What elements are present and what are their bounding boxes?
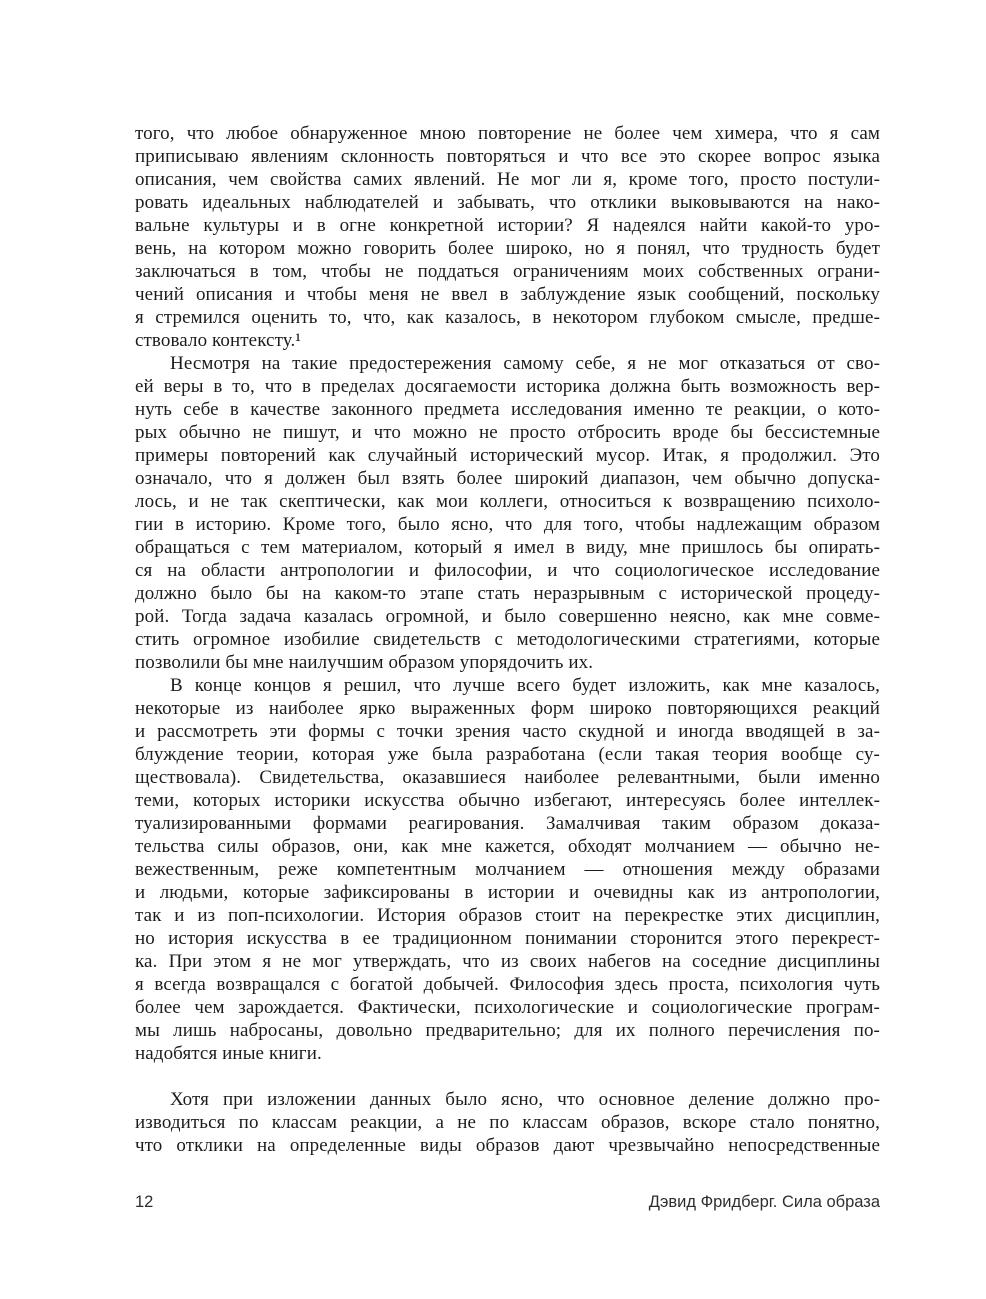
text-line: чений описания и чтобы меня не ввел в заблуждение язык сообщений, поскольку xyxy=(135,284,880,305)
paragraph xyxy=(135,674,880,1065)
text-line: изводиться по классам реакции, а не по классам образов, вскоре стало понятно, xyxy=(135,1112,880,1133)
text-line: ей веры в то, что в пределах досягаемости историка должна быть возможность вер- xyxy=(135,376,880,397)
text-line: В конце концов я решил, что лучше всего будет изложить, как мне казалось, xyxy=(170,675,880,696)
text-line: блуждение теории, которая уже была разработана (если такая теория вообще су- xyxy=(135,744,880,765)
text-line: мы лишь набросаны, довольно предварительно; для их полного перечисления по- xyxy=(135,1020,880,1041)
text-line: стить огромное изобилие свидетельств с методологическими стратегиями, которые xyxy=(135,629,880,650)
text-line: ществовала). Свидетельства, оказавшиеся наиболее релевантными, были именно xyxy=(135,767,880,788)
text-line: я стремился оценить то, что, как казалось, в некотором глубоком смысле, предше- xyxy=(135,307,880,328)
text-line: заключаться в том, чтобы не поддаться ограничениям моих собственных ограни- xyxy=(135,261,880,282)
page-number: 12 xyxy=(135,1193,154,1211)
text-line: вежественным, реже компетентным молчанием — отношения между образами xyxy=(135,859,880,880)
page-body xyxy=(135,122,880,1157)
text-line: Несмотря на такие предостережения самому себе, я не мог отказаться от сво- xyxy=(170,353,880,374)
text-line: некоторые из наиболее ярко выраженных форм широко повторяющихся реакций xyxy=(135,698,880,719)
text-line: тельства силы образов, они, как мне кажется, обходят молчанием — обычно не- xyxy=(135,836,880,857)
text-line: вальне культуры и в огне конкретной истории? Я надеялся найти какой-то уро- xyxy=(135,215,880,236)
text-line: и рассмотреть эти формы с точки зрения часто скудной и иногда вводящей в за- xyxy=(135,721,880,742)
page-footer xyxy=(135,1193,880,1212)
text-line: но история искусства в ее традиционном понимании сторонится этого перекрест- xyxy=(135,928,880,949)
running-title: Дэвид Фридберг. Сила образа xyxy=(648,1193,880,1211)
text-line: означало, что я должен был взять более широкий диапазон, чем обычно допуска- xyxy=(135,468,880,489)
text-line: приписываю явлениям склонность повторяться и что все это скорее вопрос языка xyxy=(135,146,880,167)
text-line: ствовало контексту.¹ xyxy=(135,330,302,351)
text-line: надобятся иные книги. xyxy=(135,1043,322,1064)
text-line: ся на области антропологии и философии, и что социологическое исследование xyxy=(135,560,880,581)
text-line: примеры повторений как случайный исторический мусор. Итак, я продолжил. Это xyxy=(135,445,880,466)
text-line: гии в историю. Кроме того, было ясно, что для того, чтобы надлежащим образом xyxy=(135,514,880,535)
text-line: вень, на котором можно говорить более широко, но я понял, что трудность будет xyxy=(135,238,880,259)
text-line: позволили бы мне наилучшим образом упорядочить их. xyxy=(135,652,594,673)
text-line: описания, чем свойства самих явлений. Не мог ли я, кроме того, просто постули- xyxy=(135,169,880,190)
text-line: так и из поп-психологии. История образов стоит на перекрестке этих дисциплин, xyxy=(135,905,880,926)
text-line: более чем зарождается. Фактически, психологические и социологические програм- xyxy=(135,997,880,1018)
text-line: рой. Тогда задача казалась огромной, и было совершенно неясно, как мне совме- xyxy=(135,606,880,627)
text-line: ровать идеальных наблюдателей и забывать, что отклики выковываются на нако- xyxy=(135,192,880,213)
text-line: рых обычно не пишут, и что можно не просто отбросить вроде бы бессистемные xyxy=(135,422,880,443)
paragraph xyxy=(135,1088,880,1157)
text-line: лось, и не так скептически, как мои коллеги, относиться к возвращению психоло- xyxy=(135,491,880,512)
text-line: Хотя при изложении данных было ясно, что основное деление должно про- xyxy=(170,1089,880,1110)
text-line: того, что любое обнаруженное мною повторение не более чем химера, что я сам xyxy=(135,123,880,144)
text-line: туализированными формами реагирования. Замалчивая таким образом доказа- xyxy=(135,813,880,834)
paragraph xyxy=(135,352,880,674)
text-line: ка. При этом я не мог утверждать, что из своих набегов на соседние дисциплины xyxy=(135,951,880,972)
text-line: обращаться с тем материалом, который я имел в виду, мне пришлось бы опирать- xyxy=(135,537,880,558)
paragraph xyxy=(135,122,880,352)
text-line: нуть себе в качестве законного предмета исследования именно те реакции, о кото- xyxy=(135,399,880,420)
text-line: я всегда возвращался с богатой добычей. Философия здесь проста, психология чуть xyxy=(135,974,880,995)
text-line: что отклики на определенные виды образов дают чрезвычайно непосредственные xyxy=(135,1135,880,1156)
text-line: должно было бы на каком-то этапе стать неразрывным с исторической процеду- xyxy=(135,583,880,604)
text-line: и людьми, которые зафиксированы в истории и очевидны как из антропологии, xyxy=(135,882,880,903)
text-line: теми, которых историки искусства обычно избегают, интересуясь более интеллек- xyxy=(135,790,880,811)
